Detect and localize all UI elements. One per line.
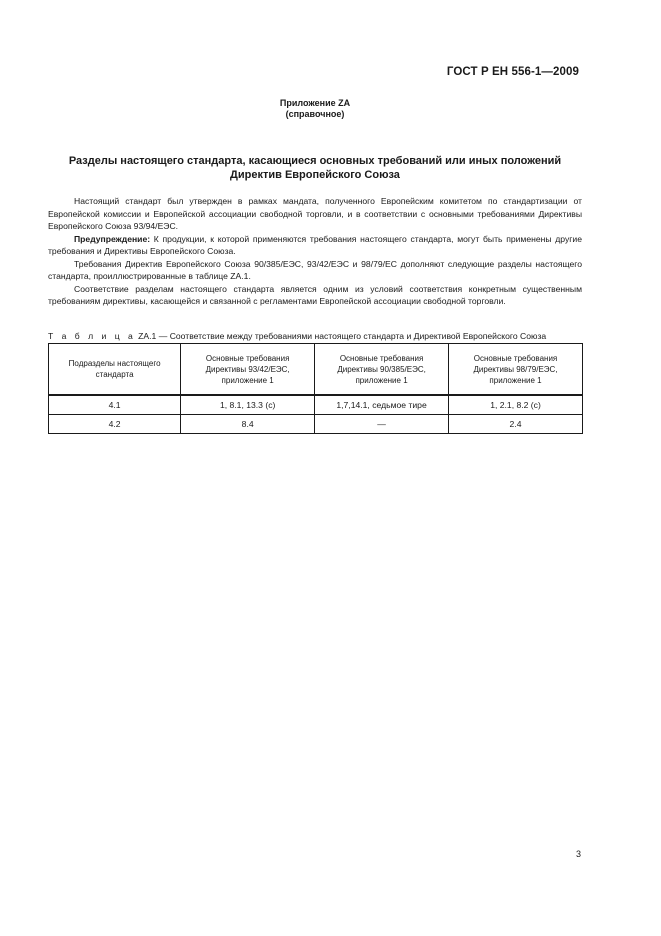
header-98-79-line1: Основные требования (473, 353, 558, 363)
table-row (49, 395, 583, 415)
section-title-line1: Разделы настоящего стандарта, касающиеся основных требований или иных положений (68, 155, 562, 167)
warning-text: К продукции, к которой применяются требования настоящего стандарта, могут быть применены другие требования и Директивы Европейского Союза. (48, 233, 582, 256)
header-90-385-line1: Основные требования (339, 353, 424, 363)
paragraph-mandate: Настоящий стандарт был утвержден в рамках мандата, полученного Европейским комитетом по стандартизации от Европейской комиссии и Европейской ассоциации свободной торговли, и в соответствии с основными требованиями Директивы Европейского Союза 93/94/ЕЭС. (48, 196, 582, 231)
header-directive-90-385 (315, 344, 449, 396)
header-subsections-line2: стандарта (95, 370, 134, 379)
table-caption (48, 331, 588, 341)
table-caption-text: ZA.1 — Соответствие между требованиями настоящего стандарта и Директивой Европейского Союза (135, 331, 547, 341)
header-98-79-line3: приложение 1 (489, 375, 542, 385)
section-title (48, 154, 582, 182)
body-text (48, 195, 582, 308)
paragraph-conformity: Соответствие разделам настоящего стандарта является одним из условий соответствия конкретным существенным требованиям директивы, касающейся и связанной с регламентами Европейской ассоциации свободной торговли. (48, 283, 582, 306)
table-cell: 2.4 (449, 415, 583, 434)
paragraph-warning (48, 233, 582, 258)
requirements-table (48, 343, 583, 434)
table-cell: 4.1 (49, 395, 181, 415)
warning-label: Предупреждение: (74, 233, 151, 244)
table-cell: 1,7,14.1, седьмое тире (315, 395, 449, 415)
page-number: 3 (575, 849, 581, 859)
header-93-42-line2: Директивы 93/42/ЕЭС, (205, 364, 290, 374)
table-header-row (49, 344, 583, 396)
header-93-42-line3: приложение 1 (221, 375, 274, 385)
table-caption-prefix: Т а б л и ц а (48, 331, 136, 341)
header-directive-93-42 (181, 344, 315, 396)
document-code: ГОСТ Р ЕН 556-1—2009 (446, 66, 579, 78)
header-98-79-line2: Директивы 98/79/ЕЭС, (473, 364, 558, 374)
header-subsections (49, 344, 181, 396)
annex-title: Приложение ZA (279, 98, 351, 108)
table-cell: 1, 2.1, 8.2 (с) (449, 395, 583, 415)
table-cell: 1, 8.1, 13.3 (с) (181, 395, 315, 415)
header-93-42-line1: Основные требования (205, 353, 290, 363)
header-subsections-line1: Подразделы настоящего (68, 359, 161, 368)
header-90-385-line3: приложение 1 (355, 375, 408, 385)
paragraph-directives: Требования Директив Европейского Союза 90/385/ЕЭС, 93/42/ЕЭС и 98/79/ЕС дополняют следующие разделы настоящего стандарта, проиллюстрированные в таблице ZA.1. (48, 258, 582, 281)
table-cell: — (315, 415, 449, 434)
table-row (49, 415, 583, 434)
annex-heading (0, 98, 630, 120)
section-title-line2: Директив Европейского Союза (230, 169, 400, 181)
table-cell: 8.4 (181, 415, 315, 434)
header-90-385-line2: Директивы 90/385/ЕЭС, (337, 364, 426, 374)
header-directive-98-79 (449, 344, 583, 396)
annex-note: (справочное) (285, 109, 345, 119)
table-cell: 4.2 (49, 415, 181, 434)
